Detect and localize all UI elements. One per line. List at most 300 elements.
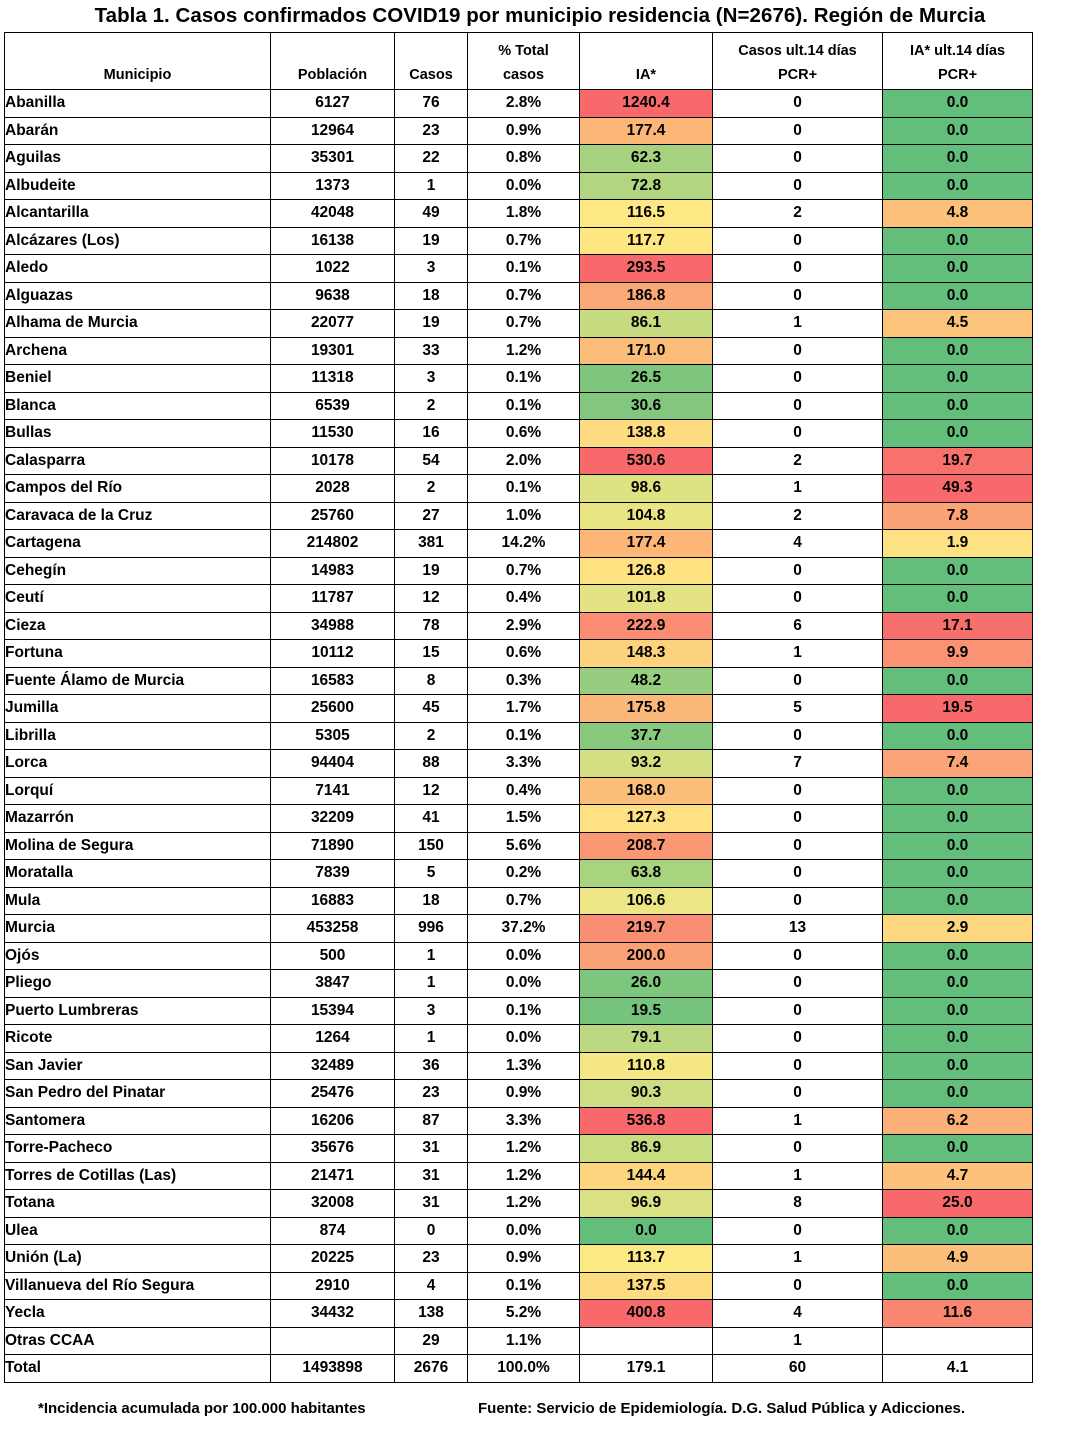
cell-pct-total: 0.7% [468, 557, 580, 585]
cell-municipio: Lorca [5, 750, 271, 778]
cell-pct-total: 0.1% [468, 722, 580, 750]
cell-municipio: Abarán [5, 117, 271, 145]
cell-poblacion: 14983 [271, 557, 395, 585]
cell-municipio: Puerto Lumbreras [5, 997, 271, 1025]
table-row [5, 1217, 1033, 1245]
cell-casos: 3 [395, 997, 468, 1025]
cell-casos-14: 0 [713, 887, 883, 915]
total-casos-14: 60 [713, 1355, 883, 1383]
cell-ia: 116.5 [580, 200, 713, 228]
table-row [5, 530, 1033, 558]
cell-ia-14: 0.0 [883, 1052, 1033, 1080]
cell-pct-total: 0.7% [468, 887, 580, 915]
source-note: Fuente: Servicio de Epidemiología. D.G. Salud Pública y Adicciones. [478, 1400, 966, 1417]
cell-poblacion: 32489 [271, 1052, 395, 1080]
cell-ia-14: 17.1 [883, 612, 1033, 640]
cell-municipio: Albudeite [5, 172, 271, 200]
cell-municipio: Totana [5, 1190, 271, 1218]
cell-ia-14: 0.0 [883, 227, 1033, 255]
cell-casos: 0 [395, 1217, 468, 1245]
table-row [5, 447, 1033, 475]
table-row [5, 310, 1033, 338]
total-casos: 2676 [395, 1355, 468, 1383]
cell-poblacion: 16583 [271, 667, 395, 695]
cell-poblacion: 1373 [271, 172, 395, 200]
cell-pct-total: 0.3% [468, 667, 580, 695]
cell-pct-total: 0.0% [468, 1217, 580, 1245]
cell-pct-total: 0.1% [468, 365, 580, 393]
cell-casos: 8 [395, 667, 468, 695]
cell-pct-total: 1.7% [468, 695, 580, 723]
cell-ia: 26.5 [580, 365, 713, 393]
cell-casos-14: 0 [713, 805, 883, 833]
cell-poblacion: 32008 [271, 1190, 395, 1218]
table-row [5, 640, 1033, 668]
table-row [5, 1272, 1033, 1300]
cell-municipio: Jumilla [5, 695, 271, 723]
cell-municipio: San Pedro del Pinatar [5, 1080, 271, 1108]
cell-casos-14: 4 [713, 530, 883, 558]
cell-casos: 31 [395, 1135, 468, 1163]
cell-ia-14: 0.0 [883, 887, 1033, 915]
cell-poblacion: 16206 [271, 1107, 395, 1135]
cell-casos: 78 [395, 612, 468, 640]
cell-casos-14: 0 [713, 117, 883, 145]
cell-ia: 219.7 [580, 915, 713, 943]
cell-pct-total: 0.0% [468, 172, 580, 200]
cell-ia-14: 2.9 [883, 915, 1033, 943]
cell-casos-14: 0 [713, 667, 883, 695]
table-row [5, 1080, 1033, 1108]
cell-casos: 1 [395, 970, 468, 998]
cell-ia-14: 0.0 [883, 1272, 1033, 1300]
cell-poblacion: 11318 [271, 365, 395, 393]
cell-ia: 1240.4 [580, 90, 713, 118]
cell-ia-14: 0.0 [883, 365, 1033, 393]
cell-pct-total: 0.1% [468, 392, 580, 420]
table-row [5, 392, 1033, 420]
cell-municipio: Torre-Pacheco [5, 1135, 271, 1163]
cell-municipio: Santomera [5, 1107, 271, 1135]
cell-ia-14: 0.0 [883, 420, 1033, 448]
cell-casos-14: 0 [713, 585, 883, 613]
cell-casos: 76 [395, 90, 468, 118]
cell-pct-total: 0.0% [468, 1025, 580, 1053]
cell-ia-14: 0.0 [883, 970, 1033, 998]
cell-casos: 19 [395, 227, 468, 255]
table-row [5, 777, 1033, 805]
table-row [5, 365, 1033, 393]
cell-poblacion: 3847 [271, 970, 395, 998]
cell-ia-14: 0.0 [883, 860, 1033, 888]
cell-poblacion: 453258 [271, 915, 395, 943]
cell-casos: 33 [395, 337, 468, 365]
cell-poblacion: 16883 [271, 887, 395, 915]
cell-casos-14: 0 [713, 365, 883, 393]
table-row [5, 282, 1033, 310]
cell-ia-14: 0.0 [883, 90, 1033, 118]
table-row [5, 227, 1033, 255]
cell-ia-14: 0.0 [883, 1135, 1033, 1163]
cell-municipio: Aguilas [5, 145, 271, 173]
cell-casos-14: 1 [713, 1245, 883, 1273]
cell-poblacion: 94404 [271, 750, 395, 778]
cell-casos: 54 [395, 447, 468, 475]
cell-ia: 530.6 [580, 447, 713, 475]
table-row [5, 1300, 1033, 1328]
table-row [5, 1327, 1033, 1355]
cell-ia: 117.7 [580, 227, 713, 255]
cell-casos: 2 [395, 475, 468, 503]
cell-casos-14: 0 [713, 1025, 883, 1053]
cell-ia-14: 0.0 [883, 722, 1033, 750]
cell-poblacion: 2028 [271, 475, 395, 503]
cell-poblacion: 20225 [271, 1245, 395, 1273]
cell-poblacion: 10112 [271, 640, 395, 668]
table-row [5, 805, 1033, 833]
cell-casos-14: 5 [713, 695, 883, 723]
cell-pct-total: 0.4% [468, 777, 580, 805]
cell-casos-14: 0 [713, 997, 883, 1025]
cell-ia-14: 0.0 [883, 145, 1033, 173]
total-pct: 100.0% [468, 1355, 580, 1383]
cell-casos: 27 [395, 502, 468, 530]
cell-casos: 31 [395, 1190, 468, 1218]
cell-municipio: Molina de Segura [5, 832, 271, 860]
table-row [5, 1052, 1033, 1080]
header-poblacion: Población [271, 33, 395, 90]
cell-ia: 86.1 [580, 310, 713, 338]
cell-ia: 177.4 [580, 530, 713, 558]
header-ia: IA* [580, 33, 713, 90]
cell-pct-total: 3.3% [468, 750, 580, 778]
cell-casos-14: 2 [713, 200, 883, 228]
cell-casos-14: 2 [713, 502, 883, 530]
cell-municipio: Aledo [5, 255, 271, 283]
cell-pct-total: 1.8% [468, 200, 580, 228]
cell-municipio: Abanilla [5, 90, 271, 118]
cell-municipio: Lorquí [5, 777, 271, 805]
cell-ia [580, 1327, 713, 1355]
cell-ia: 98.6 [580, 475, 713, 503]
cell-ia: 26.0 [580, 970, 713, 998]
covid-cases-table [4, 32, 1033, 1383]
cell-ia-14: 4.8 [883, 200, 1033, 228]
cell-ia-14: 25.0 [883, 1190, 1033, 1218]
cell-municipio: Cieza [5, 612, 271, 640]
cell-municipio: Caravaca de la Cruz [5, 502, 271, 530]
cell-pct-total: 1.3% [468, 1052, 580, 1080]
cell-casos: 3 [395, 365, 468, 393]
header-pct-total: % Total casos [468, 33, 580, 90]
cell-ia: 0.0 [580, 1217, 713, 1245]
table-row [5, 667, 1033, 695]
cell-ia-14: 0.0 [883, 117, 1033, 145]
cell-poblacion: 15394 [271, 997, 395, 1025]
cell-ia-14: 0.0 [883, 1217, 1033, 1245]
cell-casos-14: 0 [713, 970, 883, 998]
cell-ia: 186.8 [580, 282, 713, 310]
cell-ia: 79.1 [580, 1025, 713, 1053]
cell-ia-14: 11.6 [883, 1300, 1033, 1328]
cell-poblacion: 1264 [271, 1025, 395, 1053]
cell-casos: 12 [395, 777, 468, 805]
cell-casos-14: 0 [713, 1080, 883, 1108]
cell-poblacion: 11787 [271, 585, 395, 613]
cell-pct-total: 0.1% [468, 255, 580, 283]
cell-ia: 536.8 [580, 1107, 713, 1135]
cell-ia-14: 1.9 [883, 530, 1033, 558]
cell-casos-14: 7 [713, 750, 883, 778]
cell-ia-14: 6.2 [883, 1107, 1033, 1135]
cell-municipio: Blanca [5, 392, 271, 420]
cell-casos-14: 0 [713, 90, 883, 118]
cell-casos-14: 1 [713, 1327, 883, 1355]
cell-casos: 5 [395, 860, 468, 888]
cell-ia: 63.8 [580, 860, 713, 888]
cell-ia: 222.9 [580, 612, 713, 640]
table-row [5, 145, 1033, 173]
cell-casos: 3 [395, 255, 468, 283]
cell-ia: 19.5 [580, 997, 713, 1025]
cell-pct-total: 0.1% [468, 475, 580, 503]
cell-municipio: Ceutí [5, 585, 271, 613]
cell-ia: 148.3 [580, 640, 713, 668]
cell-pct-total: 2.8% [468, 90, 580, 118]
cell-ia-14: 0.0 [883, 255, 1033, 283]
table-row [5, 942, 1033, 970]
cell-casos-14: 0 [713, 145, 883, 173]
cell-pct-total: 2.0% [468, 447, 580, 475]
cell-casos: 19 [395, 310, 468, 338]
cell-municipio: Calasparra [5, 447, 271, 475]
cell-pct-total: 0.2% [468, 860, 580, 888]
cell-ia: 177.4 [580, 117, 713, 145]
cell-ia: 104.8 [580, 502, 713, 530]
cell-municipio: San Javier [5, 1052, 271, 1080]
cell-ia-14: 0.0 [883, 997, 1033, 1025]
cell-pct-total: 0.0% [468, 942, 580, 970]
cell-ia: 126.8 [580, 557, 713, 585]
cell-casos: 31 [395, 1162, 468, 1190]
cell-casos: 45 [395, 695, 468, 723]
cell-poblacion: 12964 [271, 117, 395, 145]
cell-pct-total: 3.3% [468, 1107, 580, 1135]
cell-ia: 62.3 [580, 145, 713, 173]
table-row [5, 1107, 1033, 1135]
cell-ia-14: 7.4 [883, 750, 1033, 778]
cell-municipio: Mula [5, 887, 271, 915]
cell-pct-total: 0.6% [468, 420, 580, 448]
cell-poblacion: 22077 [271, 310, 395, 338]
cell-casos: 36 [395, 1052, 468, 1080]
cell-casos: 2 [395, 722, 468, 750]
cell-poblacion [271, 1327, 395, 1355]
cell-poblacion: 34432 [271, 1300, 395, 1328]
cell-poblacion: 25600 [271, 695, 395, 723]
table-row [5, 915, 1033, 943]
cell-municipio: Murcia [5, 915, 271, 943]
cell-poblacion: 7839 [271, 860, 395, 888]
header-casos: Casos [395, 33, 468, 90]
cell-casos-14: 6 [713, 612, 883, 640]
table-row [5, 887, 1033, 915]
cell-ia-14 [883, 1327, 1033, 1355]
cell-municipio: Fortuna [5, 640, 271, 668]
cell-poblacion: 35301 [271, 145, 395, 173]
cell-casos-14: 0 [713, 227, 883, 255]
cell-pct-total: 14.2% [468, 530, 580, 558]
cell-casos-14: 0 [713, 942, 883, 970]
cell-pct-total: 1.2% [468, 1135, 580, 1163]
cell-casos-14: 2 [713, 447, 883, 475]
cell-casos: 18 [395, 282, 468, 310]
cell-casos: 150 [395, 832, 468, 860]
cell-ia-14: 19.7 [883, 447, 1033, 475]
cell-ia-14: 0.0 [883, 832, 1033, 860]
cell-municipio: Moratalla [5, 860, 271, 888]
cell-poblacion: 214802 [271, 530, 395, 558]
table-row [5, 172, 1033, 200]
cell-casos-14: 0 [713, 1272, 883, 1300]
cell-pct-total: 0.6% [468, 640, 580, 668]
cell-poblacion: 34988 [271, 612, 395, 640]
cell-casos-14: 0 [713, 255, 883, 283]
cell-ia: 138.8 [580, 420, 713, 448]
cell-casos-14: 0 [713, 1052, 883, 1080]
cell-casos: 29 [395, 1327, 468, 1355]
cell-municipio: Villanueva del Río Segura [5, 1272, 271, 1300]
cell-casos-14: 0 [713, 172, 883, 200]
table-title: Tabla 1. Casos confirmados COVID19 por municipio residencia (N=2676). Región de Murcia [94, 4, 986, 27]
cell-ia: 200.0 [580, 942, 713, 970]
cell-poblacion: 5305 [271, 722, 395, 750]
cell-pct-total: 1.2% [468, 1162, 580, 1190]
cell-casos-14: 0 [713, 722, 883, 750]
cell-ia-14: 0.0 [883, 557, 1033, 585]
cell-casos-14: 0 [713, 1135, 883, 1163]
cell-municipio: Mazarrón [5, 805, 271, 833]
table-row [5, 200, 1033, 228]
cell-pct-total: 0.1% [468, 1272, 580, 1300]
cell-ia: 101.8 [580, 585, 713, 613]
cell-ia: 106.6 [580, 887, 713, 915]
table-row [5, 695, 1033, 723]
total-row [5, 1355, 1033, 1383]
cell-pct-total: 0.7% [468, 227, 580, 255]
cell-casos-14: 0 [713, 860, 883, 888]
cell-ia-14: 0.0 [883, 667, 1033, 695]
cell-municipio: Campos del Río [5, 475, 271, 503]
cell-casos-14: 0 [713, 392, 883, 420]
cell-poblacion: 42048 [271, 200, 395, 228]
cell-casos: 1 [395, 172, 468, 200]
cell-casos: 23 [395, 117, 468, 145]
cell-ia: 208.7 [580, 832, 713, 860]
cell-pct-total: 2.9% [468, 612, 580, 640]
cell-casos-14: 0 [713, 832, 883, 860]
cell-ia: 171.0 [580, 337, 713, 365]
cell-municipio: Ricote [5, 1025, 271, 1053]
cell-pct-total: 1.2% [468, 337, 580, 365]
cell-casos-14: 1 [713, 310, 883, 338]
cell-municipio: Yecla [5, 1300, 271, 1328]
cell-poblacion: 500 [271, 942, 395, 970]
cell-casos: 88 [395, 750, 468, 778]
cell-ia: 127.3 [580, 805, 713, 833]
cell-poblacion: 25476 [271, 1080, 395, 1108]
cell-poblacion: 7141 [271, 777, 395, 805]
table-row [5, 612, 1033, 640]
table-row [5, 970, 1033, 998]
cell-casos: 381 [395, 530, 468, 558]
cell-poblacion: 32209 [271, 805, 395, 833]
cell-ia-14: 0.0 [883, 1025, 1033, 1053]
cell-pct-total: 0.9% [468, 117, 580, 145]
cell-ia-14: 4.5 [883, 310, 1033, 338]
cell-ia: 86.9 [580, 1135, 713, 1163]
cell-casos: 19 [395, 557, 468, 585]
cell-casos-14: 0 [713, 777, 883, 805]
cell-casos-14: 4 [713, 1300, 883, 1328]
cell-municipio: Pliego [5, 970, 271, 998]
cell-ia: 72.8 [580, 172, 713, 200]
cell-casos: 23 [395, 1080, 468, 1108]
cell-poblacion: 10178 [271, 447, 395, 475]
cell-municipio: Ulea [5, 1217, 271, 1245]
table-row [5, 997, 1033, 1025]
cell-casos-14: 1 [713, 1107, 883, 1135]
cell-municipio: Cehegín [5, 557, 271, 585]
cell-pct-total: 1.5% [468, 805, 580, 833]
cell-casos: 12 [395, 585, 468, 613]
table-row [5, 1245, 1033, 1273]
cell-pct-total: 5.6% [468, 832, 580, 860]
cell-casos: 22 [395, 145, 468, 173]
table-row [5, 1135, 1033, 1163]
table-row [5, 832, 1033, 860]
header-ia-14: IA* ult.14 días PCR+ [883, 33, 1033, 90]
cell-municipio: Alhama de Murcia [5, 310, 271, 338]
cell-ia: 137.5 [580, 1272, 713, 1300]
cell-pct-total: 0.1% [468, 997, 580, 1025]
total-label: Total [5, 1355, 271, 1383]
cell-casos: 996 [395, 915, 468, 943]
cell-municipio: Torres de Cotillas (Las) [5, 1162, 271, 1190]
table-row [5, 475, 1033, 503]
cell-ia-14: 4.9 [883, 1245, 1033, 1273]
table-row [5, 117, 1033, 145]
cell-municipio: Cartagena [5, 530, 271, 558]
cell-ia: 90.3 [580, 1080, 713, 1108]
cell-casos: 23 [395, 1245, 468, 1273]
cell-municipio: Alcázares (Los) [5, 227, 271, 255]
cell-pct-total: 37.2% [468, 915, 580, 943]
cell-pct-total: 0.4% [468, 585, 580, 613]
cell-ia-14: 0.0 [883, 282, 1033, 310]
cell-municipio: Beniel [5, 365, 271, 393]
cell-ia-14: 49.3 [883, 475, 1033, 503]
cell-ia: 37.7 [580, 722, 713, 750]
cell-pct-total: 0.9% [468, 1080, 580, 1108]
cell-ia-14: 0.0 [883, 392, 1033, 420]
header-casos-14: Casos ult.14 días PCR+ [713, 33, 883, 90]
cell-pct-total: 0.0% [468, 970, 580, 998]
cell-ia-14: 0.0 [883, 337, 1033, 365]
cell-ia: 168.0 [580, 777, 713, 805]
cell-pct-total: 0.9% [468, 1245, 580, 1273]
cell-municipio: Otras CCAA [5, 1327, 271, 1355]
